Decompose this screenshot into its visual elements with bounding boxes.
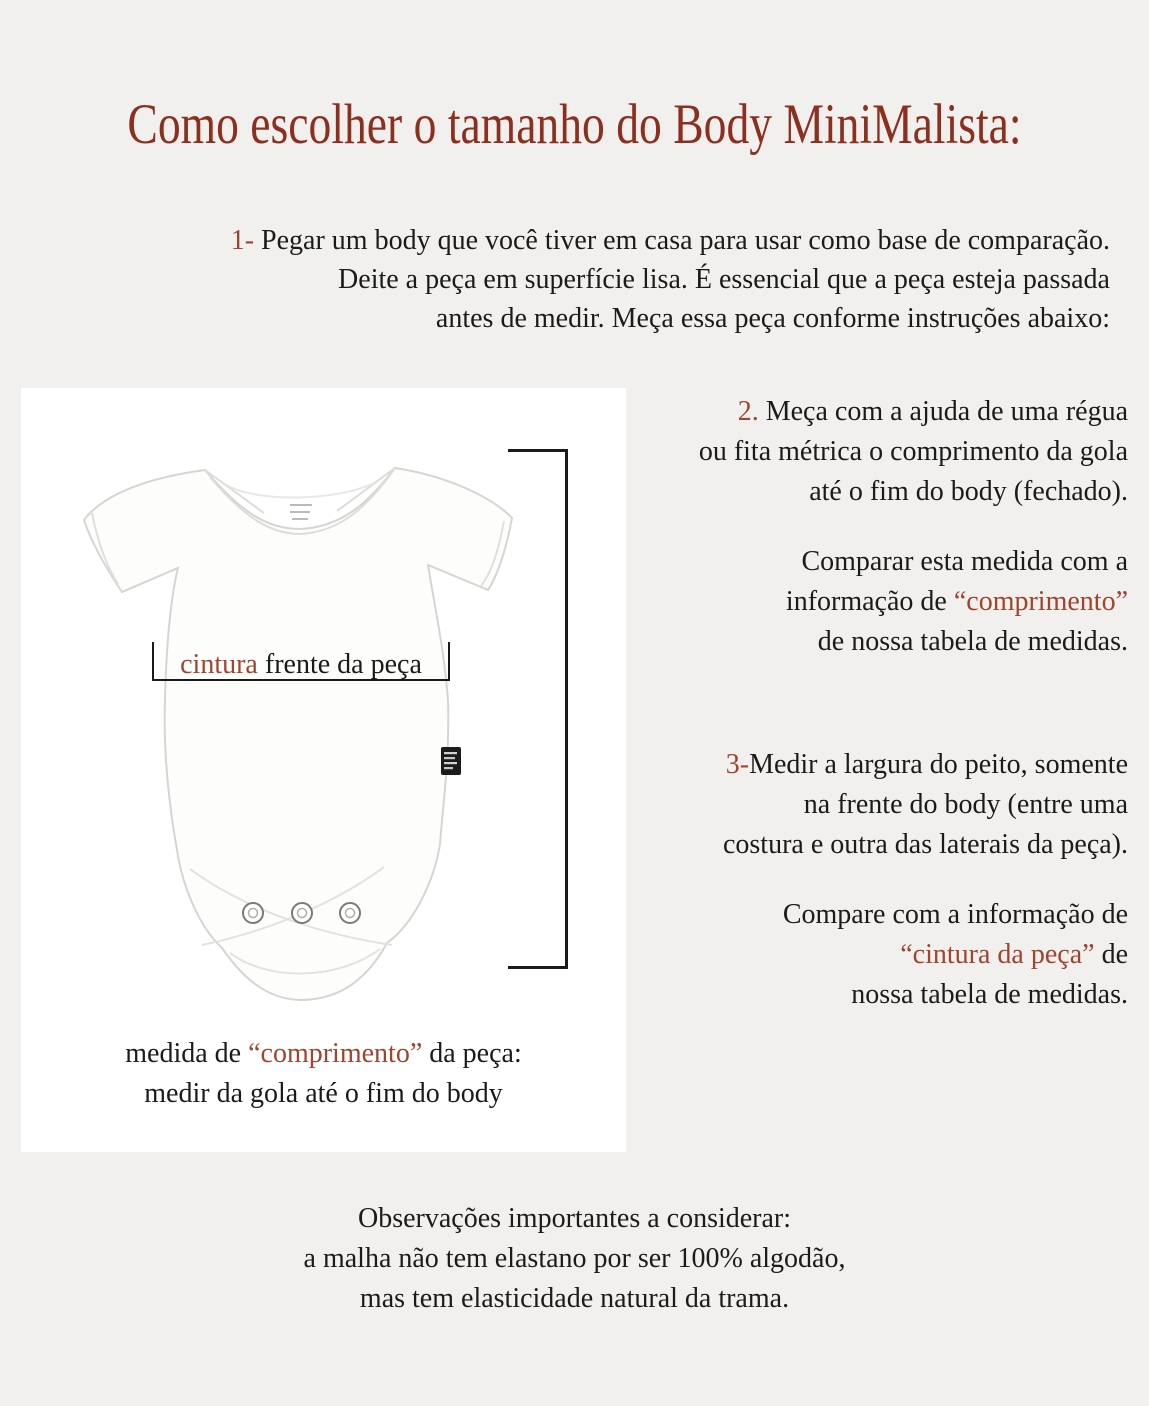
compare-length-note	[786, 542, 1128, 662]
compare-length-line-2: informação de “comprimento”	[785, 586, 1128, 617]
compare-length-line-3: de nossa tabela de medidas.	[817, 626, 1128, 657]
caption-line-2: medir da gola até o fim do body	[144, 1078, 503, 1109]
step-2-number: 2.	[737, 396, 759, 427]
compare-length-line-1: Comparar esta medida com a	[801, 546, 1128, 577]
step-1-line-2: Deite a peça em superfície lisa. É essencial que a peça esteja passada	[338, 264, 1110, 295]
neck-print	[290, 505, 312, 519]
snap-buttons	[243, 903, 360, 923]
step-1-line-1: 1- Pegar um body que você tiver em casa para usar como base de comparação.	[230, 225, 1110, 256]
length-measure-bracket	[508, 449, 568, 969]
step-3-instructions	[723, 745, 1128, 865]
step-2-instructions	[699, 392, 1128, 512]
compare-waist-note	[783, 895, 1128, 1015]
waist-measure-label: cintura frente da peça	[180, 649, 422, 680]
photo-caption	[21, 1034, 626, 1114]
brand-tag	[441, 747, 461, 775]
step-3-number: 3-	[725, 749, 750, 780]
step-3-line-3: costura e outra das laterais da peça).	[722, 829, 1128, 860]
important-observations	[0, 1199, 1149, 1319]
step-3-line-1: 3-Medir a largura do peito, somente	[725, 749, 1128, 780]
step-2-line-2: ou fita métrica o comprimento da gola	[698, 436, 1128, 467]
compare-waist-line-1: Compare com a informação de	[782, 899, 1128, 930]
baby-bodysuit-image	[52, 433, 514, 1003]
compare-waist-line-2: “cintura da peça” de	[900, 939, 1128, 970]
page-title: Como escolher o tamanho do Body MiniMalista:	[127, 93, 1022, 156]
step-1-line-3: antes de medir. Meça essa peça conforme instruções abaixo:	[435, 303, 1110, 334]
caption-line-1: medida de “comprimento” da peça:	[125, 1038, 522, 1069]
step-1-instructions	[231, 221, 1110, 338]
step-2-line-3: até o fim do body (fechado).	[809, 476, 1128, 507]
compare-waist-line-3: nossa tabela de medidas.	[851, 979, 1128, 1010]
step-1-number: 1-	[230, 225, 255, 256]
step-3-line-2: na frente do body (entre uma	[803, 789, 1128, 820]
step-2-line-1: 2. Meça com a ajuda de uma régua	[737, 396, 1128, 427]
observations-line-3: mas tem elasticidade natural da trama.	[359, 1283, 790, 1314]
observations-line-1: Observações importantes a considerar:	[357, 1203, 792, 1234]
observations-line-2: a malha não tem elastano por ser 100% algodão,	[303, 1243, 846, 1274]
waist-measure-annotation	[152, 642, 450, 681]
